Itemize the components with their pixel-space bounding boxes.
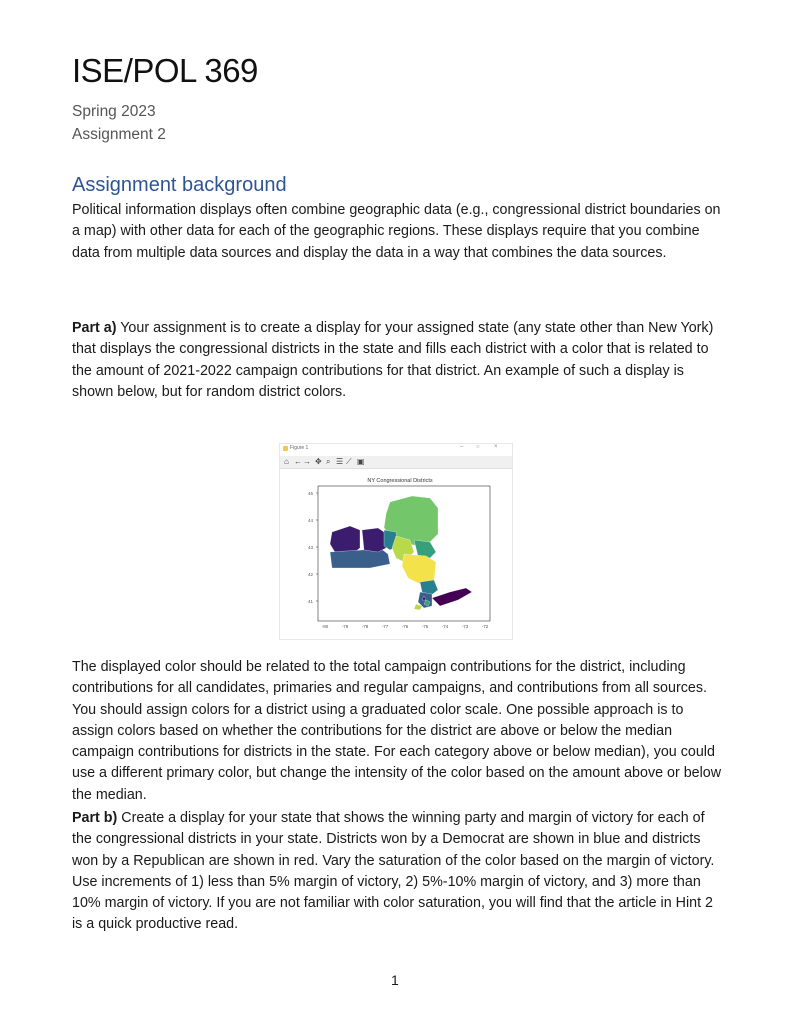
example-figure-window <box>279 443 513 640</box>
section-heading: Assignment background <box>72 174 287 196</box>
color-guidance-paragraph: The displayed color should be related to the total campaign contributions for the district, including contributions for all candidates, primaries and regular campaigns, and contributions from all sources. You should assign colors for a district using a graduated color scale. One possible approach is to assign colors based on whether the contributions for the district are above or below the median campaign contributions for districts in the state. For each category above or below median), you could use a different primary color, but change the intensity of the color based on the amount above or below the median. <box>72 659 722 803</box>
pan-icon: ✥ <box>315 457 322 466</box>
edit-axis-icon: ⟋ <box>346 457 352 466</box>
configure-icon: ☰ <box>336 457 344 466</box>
part-b-text: Create a display for your state that shows the winning party and margin of victory for each of the congressional districts in your state. Districts won by a Democrat are shown in blue and districts won by a Republican are shown in red. Vary the saturation of the color based on the margin of victory. Use increments of 1) less than 5% margin of victory, 2) 5%-10% margin of victory, and 3) more than 10% margin of victory. If you are not familiar with color saturation, you will find that the article in Hint 2 is a quick productive read. <box>72 810 715 933</box>
y-tick-label: 43 <box>307 545 313 550</box>
x-tick-label: -77 <box>381 624 389 629</box>
x-tick-label: -80 <box>321 624 329 629</box>
x-tick-label: -73 <box>461 624 469 629</box>
y-tick-label: 42 <box>307 572 313 577</box>
home-icon: ⌂ <box>284 457 289 466</box>
x-tick-label: -74 <box>441 624 449 629</box>
back-icon: ← <box>294 457 302 466</box>
y-tick-label: 44 <box>307 518 313 523</box>
x-tick-label: -75 <box>421 624 429 629</box>
part-a-label: Part a) <box>72 320 117 336</box>
assignment-label: Assignment 2 <box>72 126 166 143</box>
plot-title: NY Congressional Districts <box>367 478 433 484</box>
x-tick-label: -79 <box>341 624 349 629</box>
x-tick-label: -78 <box>361 624 369 629</box>
term-label: Spring 2023 <box>72 103 156 120</box>
forward-icon: → <box>303 457 311 466</box>
x-tick-label: -76 <box>401 624 409 629</box>
ny-district-map <box>280 444 512 639</box>
close-icon: × <box>494 444 498 450</box>
y-tick-label: 41 <box>307 599 313 604</box>
minimize-icon: – <box>460 444 464 450</box>
part-b-label: Part b) <box>72 810 118 826</box>
figure-window-title: Figure 1 <box>290 445 309 451</box>
course-title: ISE/POL 369 <box>72 52 258 89</box>
maximize-icon: ○ <box>476 444 480 450</box>
y-tick-label: 45 <box>307 491 313 496</box>
part-a-paragraph <box>72 318 722 403</box>
intro-paragraph: Political information displays often combine geographic data (e.g., congressional district boundaries on a map) with other data for each of the geographic regions. These displays require that you combine data from multiple data sources and display the data in a way that combines the data sources. <box>72 202 721 261</box>
district-central-west <box>362 528 386 552</box>
page-number: 1 <box>391 972 399 988</box>
part-a-text: Your assignment is to create a display for your assigned state (any state other than New York) that displays the congressional districts in the state and fills each district with a color that is related to the amount of 2021-2022 campaign contributions for that district. An example of such a display is shown below, but for random district colors. <box>72 320 714 400</box>
zoom-icon: ⌕ <box>326 457 331 466</box>
x-tick-label: -72 <box>481 624 489 629</box>
part-b-paragraph <box>72 808 722 936</box>
save-icon: ▣ <box>357 457 365 466</box>
